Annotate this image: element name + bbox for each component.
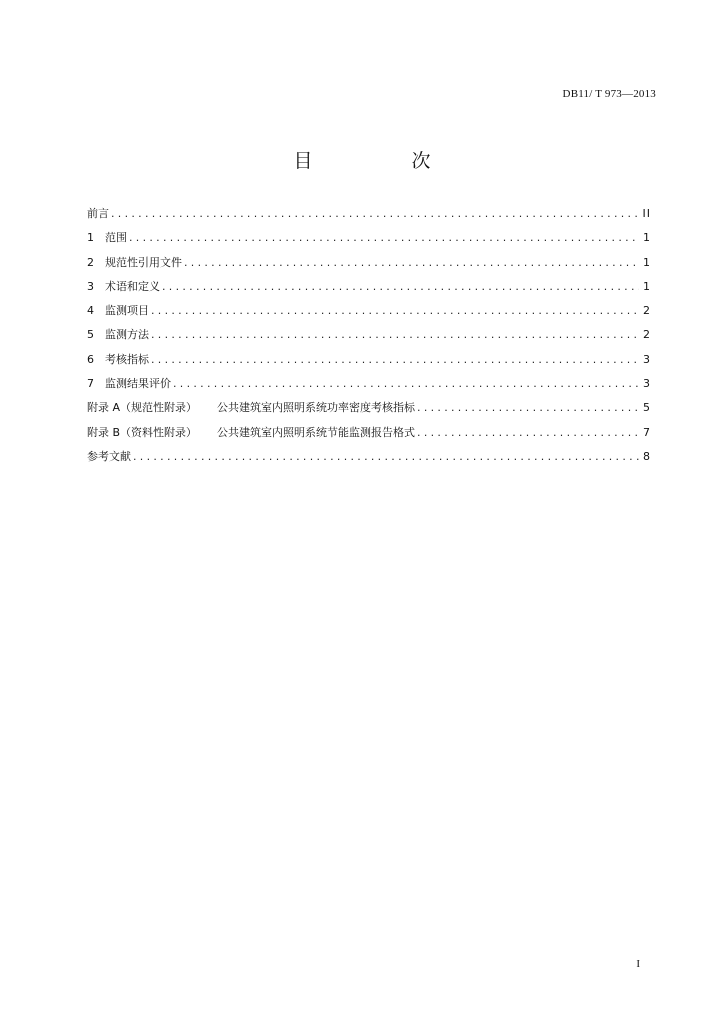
toc-entry-page: 3 xyxy=(643,377,651,391)
toc-entry-number: 5 xyxy=(87,328,94,342)
toc-entry[interactable] xyxy=(87,375,651,399)
toc-entry-label xyxy=(105,254,182,270)
toc-entry-title: 范围 xyxy=(105,231,127,245)
toc-entry-subtitle: 公共建筑室内照明系统节能监测报告格式 xyxy=(217,425,416,439)
page-title: 目 次 xyxy=(293,150,471,172)
toc-entry-label xyxy=(105,351,149,367)
toc-entry-title: 附录 B（资料性附录） xyxy=(87,425,198,439)
toc-entry-title: 术语和定义 xyxy=(105,279,160,293)
toc-entry-number: 6 xyxy=(87,352,94,366)
toc-entry[interactable] xyxy=(87,205,651,229)
toc-leader-dots xyxy=(184,256,639,269)
toc-entry-page: 1 xyxy=(643,279,651,293)
toc-entry-title: 监测项目 xyxy=(105,304,149,318)
toc-leader-dots xyxy=(417,426,639,439)
toc-entry-title: 规范性引用文件 xyxy=(105,255,182,269)
toc-entry-number: 1 xyxy=(87,231,94,245)
toc-entry-number: 3 xyxy=(87,279,94,293)
toc-entry-number: 7 xyxy=(87,377,94,391)
toc-leader-dots xyxy=(129,231,639,244)
toc-entry-label xyxy=(105,326,149,342)
toc-entry[interactable] xyxy=(87,229,651,253)
toc-entry[interactable] xyxy=(87,278,651,302)
toc-entry-page: 2 xyxy=(643,328,651,342)
toc-leader-dots xyxy=(111,207,639,220)
toc-entry-page: 1 xyxy=(643,255,651,269)
toc-entry-number: 2 xyxy=(87,255,94,269)
toc-entry[interactable] xyxy=(87,448,651,472)
page-number: I xyxy=(636,958,640,970)
toc-entry-title: 参考文献 xyxy=(87,449,131,463)
toc-leader-dots xyxy=(162,280,639,293)
toc-entry-label xyxy=(105,229,127,245)
toc-entry-subtitle: 公共建筑室内照明系统功率密度考核指标 xyxy=(217,401,416,415)
toc-entry-number: 4 xyxy=(87,304,94,318)
toc-entry[interactable] xyxy=(87,351,651,375)
toc-entry-label xyxy=(87,205,109,221)
toc-entry[interactable] xyxy=(87,424,651,448)
toc-entry[interactable] xyxy=(87,254,651,278)
toc-entry-label xyxy=(87,424,415,440)
toc-entry-page: 5 xyxy=(643,401,651,415)
toc-entry-page: 8 xyxy=(643,449,651,463)
toc-entry[interactable] xyxy=(87,302,651,326)
toc-leader-dots xyxy=(151,304,639,317)
toc-entry-title: 考核指标 xyxy=(105,352,149,366)
toc-leader-dots xyxy=(417,401,639,414)
toc-entry-label xyxy=(105,302,149,318)
toc-entry[interactable] xyxy=(87,399,651,423)
toc-entry-title: 监测方法 xyxy=(105,328,149,342)
toc-entry-page: II xyxy=(642,207,651,220)
toc-entry-page: 1 xyxy=(643,231,651,245)
toc-leader-dots xyxy=(173,377,639,390)
toc-entry-label xyxy=(105,375,171,391)
toc-leader-dots xyxy=(151,353,639,366)
toc-entry-label xyxy=(87,399,415,415)
document-code: DB11/ T 973—2013 xyxy=(562,88,656,100)
toc-entry-label xyxy=(105,278,160,294)
toc-entry-page: 7 xyxy=(643,425,651,439)
table-of-contents xyxy=(87,205,651,472)
toc-entry-page: 2 xyxy=(643,304,651,318)
toc-entry-label xyxy=(87,448,131,464)
toc-leader-dots xyxy=(133,450,639,463)
toc-entry-page: 3 xyxy=(643,352,651,366)
toc-entry-title: 附录 A（规范性附录） xyxy=(87,401,198,415)
toc-leader-dots xyxy=(151,328,639,341)
toc-entry[interactable] xyxy=(87,326,651,350)
toc-entry-title: 前言 xyxy=(87,207,109,220)
toc-entry-title: 监测结果评价 xyxy=(105,377,171,391)
